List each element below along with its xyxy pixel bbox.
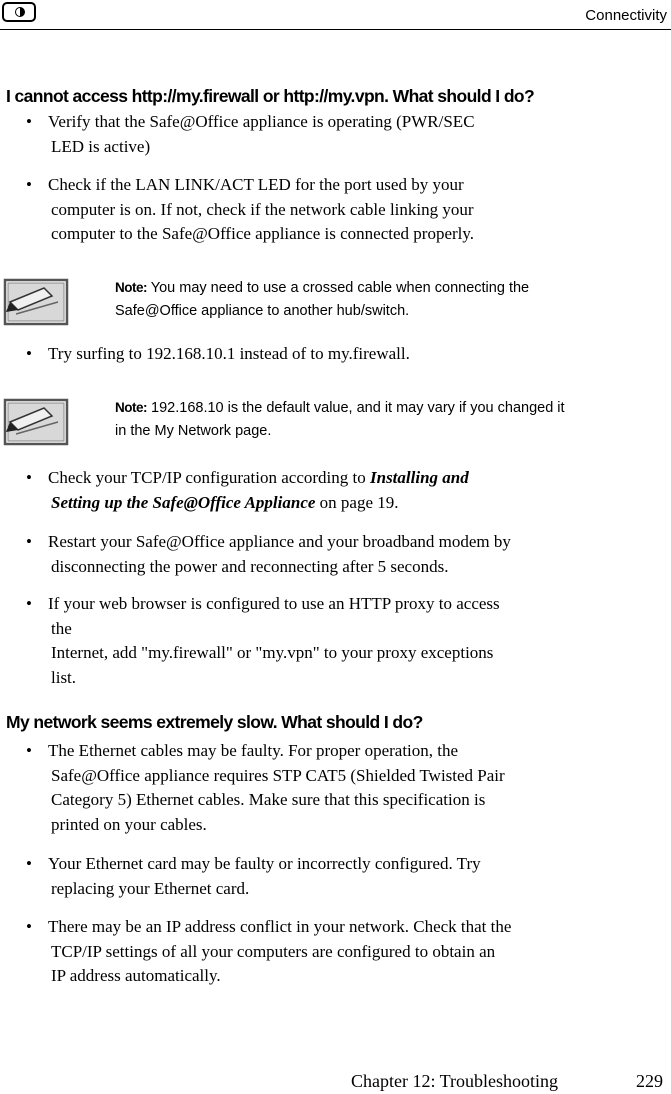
page-number: 229 <box>636 1071 663 1091</box>
cross-reference-link[interactable]: Setting up the Safe@Office Appliance <box>51 492 316 512</box>
bullet-icon: • <box>26 468 32 487</box>
bullet-icon: • <box>26 594 32 613</box>
bullet-icon: • <box>26 741 32 760</box>
bullet-icon: • <box>26 175 32 194</box>
note-pencil-icon <box>2 276 72 326</box>
bullet-icon: • <box>26 854 32 873</box>
bullet-icon: • <box>26 532 32 551</box>
bullet-icon: • <box>26 917 32 936</box>
note-pencil-icon <box>2 396 72 446</box>
faq-question-1: I cannot access http://my.firewall or http://my.vpn. What should I do? <box>6 86 535 106</box>
cross-reference-link[interactable]: Installing and <box>370 468 469 487</box>
bullet-icon: • <box>26 112 32 131</box>
note-label: Note: <box>115 400 147 415</box>
note-label: Note: <box>115 280 147 295</box>
header-divider <box>0 29 671 30</box>
footer-chapter-title: Chapter 12: Troubleshooting <box>351 1071 559 1091</box>
faq-question-2: My network seems extremely slow. What should I do? <box>6 712 423 732</box>
bullet-icon: • <box>26 344 32 363</box>
eye-logo-icon <box>2 2 36 22</box>
header-title: Connectivity <box>585 7 667 24</box>
